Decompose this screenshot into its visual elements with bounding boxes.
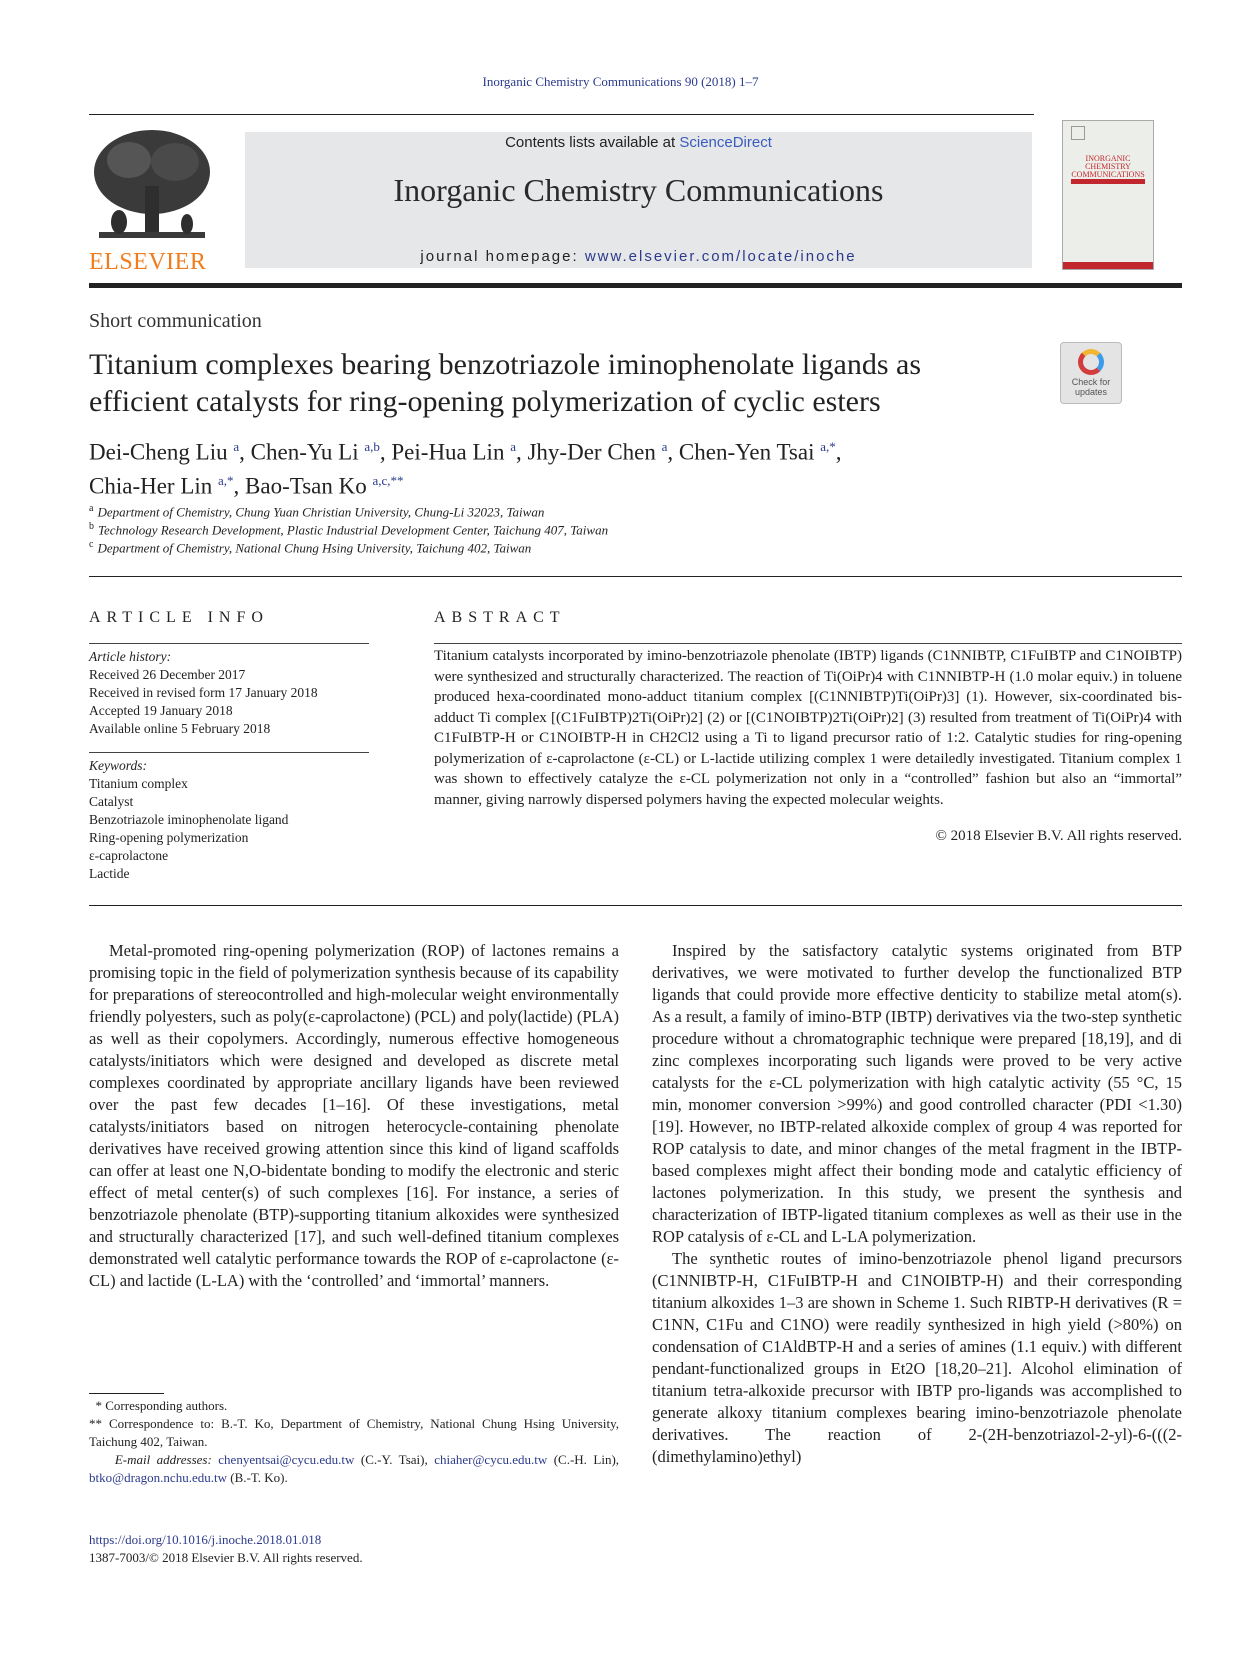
body-left-column bbox=[89, 940, 619, 1292]
article-type: Short communication bbox=[89, 310, 262, 332]
author-name[interactable]: Dei-Cheng Liu bbox=[89, 439, 228, 465]
header-divider bbox=[89, 114, 1034, 115]
footnote-rule bbox=[89, 1393, 164, 1394]
info-rule bbox=[89, 643, 369, 644]
affil-text: Technology Research Development, Plastic Industrial Development Center, Taichung 407, Taiwan bbox=[98, 522, 609, 538]
keyword-item: Catalyst bbox=[89, 794, 134, 809]
abstract-divider-bottom bbox=[89, 905, 1182, 906]
article-history bbox=[89, 648, 389, 738]
author-name[interactable]: Jhy-Der Chen bbox=[527, 439, 656, 465]
homepage-prefix: journal homepage: bbox=[420, 248, 585, 265]
check-for-updates-button[interactable] bbox=[1060, 342, 1122, 404]
elsevier-tree-icon bbox=[89, 126, 215, 244]
email-link[interactable]: chiaher@cycu.edu.tw bbox=[434, 1452, 548, 1467]
author-affil-mark[interactable]: a,b bbox=[364, 439, 380, 454]
keywords-label: Keywords: bbox=[89, 758, 147, 773]
affiliation-c bbox=[89, 539, 531, 556]
info-divider-top bbox=[89, 576, 1182, 577]
affil-mark: b bbox=[89, 521, 94, 532]
history-item: Received 26 December 2017 bbox=[89, 667, 246, 682]
affiliation-a bbox=[89, 503, 544, 520]
doi-link[interactable]: https://doi.org/10.1016/j.inoche.2018.01.018 bbox=[89, 1532, 322, 1547]
email-owner: (C.-H. Lin) bbox=[553, 1452, 616, 1467]
author-name[interactable]: Chen-Yen Tsai bbox=[678, 439, 815, 465]
author-affil-mark[interactable]: a,* bbox=[218, 472, 234, 488]
abstract-copyright: © 2018 Elsevier B.V. All rights reserved. bbox=[935, 828, 1182, 844]
author-name[interactable]: Chia-Her Lin bbox=[89, 473, 213, 499]
article-title: Titanium complexes bearing benzotriazole iminophenolate ligands as efficient catalysts for ring-opening polymerization of cyclic esters bbox=[89, 348, 922, 418]
author-list: Dei-Cheng Liu $^a$, Chen-Yu Li $^{a,b}$, Pei-Hua Lin $^a$, Jhy-Der Chen $^a$, Chen-Yen Tsai $^{a,*}$, Chia-Her Lin $^{a,*}$, Bao-Tsan Ko $^{a,c,**}$ bbox=[89, 439, 842, 499]
abstract-rule bbox=[434, 643, 1182, 644]
doi-block bbox=[89, 1531, 363, 1567]
journal-title: Inorganic Chemistry Communications bbox=[393, 172, 884, 208]
history-item: Accepted 19 January 2018 bbox=[89, 703, 233, 718]
author-affil-mark[interactable]: a,c,** bbox=[372, 472, 404, 488]
author-name[interactable]: Pei-Hua Lin bbox=[391, 439, 505, 465]
email-owner: (B.-T. Ko). bbox=[230, 1470, 288, 1485]
body-paragraph: Metal-promoted ring-opening polymerization (ROP) of lactones remains a promising topic in the field of polymerization synthesis because of its capability for preparations of stereocontrolled and high-molecular weight environmentally friendly polyesters, such as poly(ε-caprolactone) (PCL) and poly(lactide) (PLA) as well as their copolymers. Accordingly, numerous effective homogeneous catalysts/initiators which were designed and developed as discrete metal complexes coordinated by appropriate ancillary ligands have been reviewed over the past few decades [1–16]. Of these investigations, metal catalysts/initiators based on nitrogen heterocycle-containing phenolate derivatives have received growing attention since this kind of ligand scaffolds can offer at least one N,O-bidentate bonding to modify the electronic and steric effect of metal center(s) of such complexes [16]. For instance, a series of benzotriazole phenolate (BTP)-supporting titanium alkoxides were synthesized and structurally characterized [17], and such well-defined titanium complexes demonstrated well catalytic performance towards the ROP of ε-caprolactone (ε-CL) and lactide (L-LA) with the ‘controlled’ and ‘immortal’ manners. bbox=[89, 941, 619, 1290]
keyword-item: Benzotriazole iminophenolate ligand bbox=[89, 812, 289, 827]
check-updates-line2: updates bbox=[1074, 387, 1108, 397]
elsevier-logo[interactable] bbox=[89, 126, 219, 274]
contents-prefix: Contents lists available at bbox=[505, 134, 680, 151]
journal-reference[interactable]: Inorganic Chemistry Communications 90 (2018) 1–7 bbox=[482, 74, 759, 89]
keyword-item: Lactide bbox=[89, 866, 130, 881]
header-thick-rule bbox=[89, 283, 1182, 288]
journal-cover-thumbnail[interactable] bbox=[1062, 120, 1154, 270]
history-label: Article history: bbox=[89, 649, 172, 664]
body-paragraph: Inspired by the satisfactory catalytic systems originated from BTP derivatives, we were motivated to further develop the functionalized BTP ligands that could provide more effective denticity to stabilize metal atom(s). As a result, a family of imino-BTP (IBTP) derivatives via the two-step synthetic procedure without a chromatographic technique were prepared [18,19], and di zinc complexes incorporating such ligands were proved to be very active catalysts for the ε-CL polymerization with high catalytic activity (55 °C, 15 min, monomer conversion >99%) and good controlled character (PDI <1.30) [19]. However, no IBTP-related alkoxide complex of group 4 was reported for ROP catalysis to date, and minor changes of the metal fragment in the IBTP-based complexes might affect their bonding mode and catalytic efficiency of lactones polymerization. In this study, we present the synthesis and characterization of IBTP-ligated titanium complexes as well as their use in the ROP catalysis of ε-CL and L-LA polymerization. bbox=[652, 941, 1182, 1246]
check-updates-icon bbox=[1078, 349, 1104, 375]
email-owner: (C.-Y. Tsai) bbox=[360, 1452, 425, 1467]
check-updates-line1: Check for bbox=[1071, 377, 1111, 387]
author-affil-mark[interactable]: a,* bbox=[820, 439, 836, 454]
keyword-item: ε-caprolactone bbox=[89, 848, 169, 863]
footnote-correspondence: ** Correspondence to: B.-T. Ko, Department of Chemistry, National Chung Hsing University, Taichung 402, Taiwan. bbox=[89, 1416, 619, 1449]
keyword-item: Titanium complex bbox=[89, 776, 188, 791]
abstract-text: Titanium catalysts incorporated by imino-benzotriazole phenolate (IBTP) ligands (C1NNIBTP, C1FuIBTP and C1NOIBTP) were synthesized and structurally characterized. The reaction of Ti(OiPr)4 with C1NNIBTP-H (1.0 molar equiv.) in toluene produced hexa-coordinated mono-adduct titanium complex [(C1NNIBTP)Ti(OiPr)3] (1). However, six-coordinated bis-adduct Ti complex [(C1FuIBTP)2Ti(OiPr)2] (2) or [(C1NOIBTP)2Ti(OiPr)2] (3) resulted from treatment of Ti(OiPr)4 with C1FuIBTP-H or C1NOIBTP-H in CH2Cl2 using a Ti to ligand precursor ratio of 1:2. Catalytic studies for ring-opening polymerization of ε-caprolactone (ε-CL) or L-lactide utilizing complex 1 were detailedly investigated. Titanium complex 1 was shown to effectively catalyze the ε-CL polymerization not only in a “controlled” fashion but also an “immortal” manner, giving narrowly dispersed polymers having the expected molecular weights. bbox=[434, 648, 1182, 808]
affil-text: Department of Chemistry, National Chung Hsing University, Taichung 402, Taiwan bbox=[97, 540, 532, 556]
author-affil-mark[interactable]: a bbox=[661, 439, 668, 454]
footnote-corr1-text: Corresponding authors. bbox=[105, 1398, 228, 1413]
cover-logo-icon bbox=[1071, 126, 1085, 140]
abstract-heading: ABSTRACT bbox=[434, 609, 566, 626]
footnote-corr2-text: Correspondence to: B.-T. Ko, Department of Chemistry, National Chung Hsing University, Taichung 402, Taiwan. bbox=[89, 1416, 619, 1449]
sciencedirect-link[interactable]: ScienceDirect bbox=[679, 134, 772, 151]
keywords-rule bbox=[89, 752, 369, 753]
issn-line: 1387-7003/© 2018 Elsevier B.V. All rights reserved. bbox=[89, 1550, 363, 1565]
footnotes bbox=[89, 1397, 619, 1487]
affil-mark: a bbox=[89, 503, 94, 514]
email-label: E-mail addresses: bbox=[114, 1452, 212, 1467]
keywords bbox=[89, 757, 389, 883]
homepage-link[interactable]: www.elsevier.com/locate/inoche bbox=[584, 248, 857, 265]
keyword-item: Ring-opening polymerization bbox=[89, 830, 249, 845]
body-paragraph: The synthetic routes of imino-benzotriazole phenol ligand precursors (C1NNIBTP-H, C1FuIBTP-H and C1NOIBTP-H) and their corresponding titanium alkoxides 1–3 are shown in Scheme 1. Such RIBTP-H derivatives (R = C1NN, C1Fu and C1NO) were readily synthesized in high yield (>80%) on condensation of C1AldBTP-H and a series of amines (1.1 equiv.) with different pendant-functionalized groups in Et2O [18,20–21]. Alcohol elimination of titanium tetra-alkoxide precursor with IBTP pro-ligands was accomplished to generate alkoxy titanium complexes bearing imino-benzotriazole phenolate derivatives. The reaction of 2-(2H-benzotriazol-2-yl)-6-(((2-(dimethylamino)ethyl) bbox=[652, 1249, 1182, 1466]
footnote-emails: E-mail addresses: chenyentsai@cycu.edu.tw (C.-Y. Tsai), chiaher@cycu.edu.tw (C.-H. Lin), btko@dragon.nchu.edu.tw (B.-T. Ko). bbox=[89, 1452, 620, 1485]
cover-bottom-band bbox=[1063, 262, 1153, 269]
affil-text: Department of Chemistry, Chung Yuan Christian University, Chung-Li 32023, Taiwan bbox=[97, 504, 545, 520]
author-name[interactable]: Chen-Yu Li bbox=[250, 439, 359, 465]
cover-title: INORGANIC CHEMISTRY COMMUNICATIONS bbox=[1071, 154, 1145, 179]
body-right-column bbox=[652, 940, 1182, 1468]
author-affil-mark[interactable]: a bbox=[510, 439, 516, 454]
footnote-corresponding: * Corresponding authors. bbox=[89, 1398, 228, 1413]
elsevier-wordmark: ELSEVIER bbox=[89, 249, 207, 275]
history-item: Received in revised form 17 January 2018 bbox=[89, 685, 318, 700]
affiliation-b bbox=[89, 521, 608, 538]
affil-mark: c bbox=[89, 539, 94, 550]
email-link[interactable]: btko@dragon.nchu.edu.tw bbox=[89, 1470, 227, 1485]
author-name[interactable]: Bao-Tsan Ko bbox=[245, 473, 367, 499]
journal-homepage bbox=[245, 248, 1032, 265]
article-info-heading: ARTICLE INFO bbox=[89, 609, 269, 626]
email-link[interactable]: chenyentsai@cycu.edu.tw bbox=[218, 1452, 355, 1467]
author-affil-mark[interactable]: a bbox=[233, 439, 240, 454]
contents-line bbox=[245, 134, 1032, 151]
cover-strip bbox=[1071, 179, 1145, 184]
history-item: Available online 5 February 2018 bbox=[89, 721, 271, 736]
